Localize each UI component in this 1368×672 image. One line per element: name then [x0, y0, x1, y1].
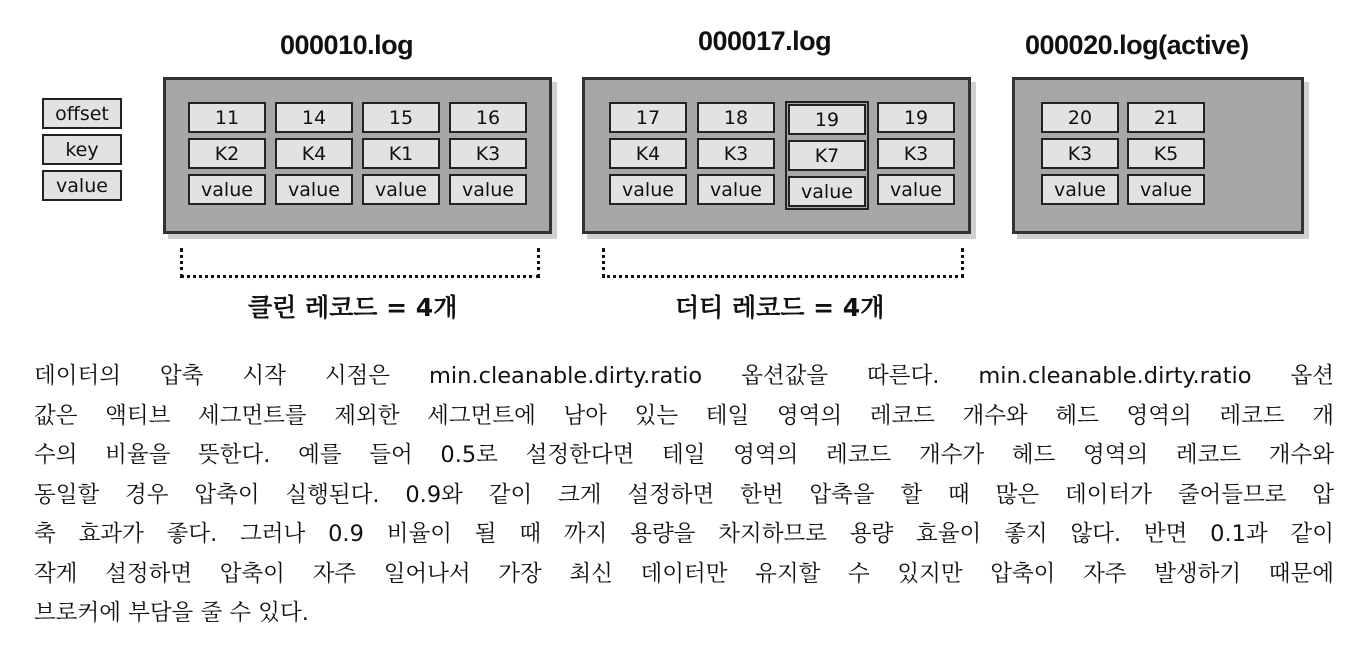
- record-key: K7: [788, 140, 866, 171]
- record: [697, 102, 775, 205]
- record-offset: 15: [362, 102, 440, 133]
- record-key: K4: [275, 138, 353, 169]
- record-value: value: [1127, 174, 1205, 205]
- record-offset: 19: [877, 102, 955, 133]
- record-offset: 11: [188, 102, 266, 133]
- record-value: value: [1041, 174, 1119, 205]
- paragraph-line: 작게 설정하면 압축이 자주 일어나서 가장 최신 데이터만 유지할 수 있지만 압축이 자주 발생하기 때문에: [34, 560, 1334, 587]
- legend-value: value: [42, 170, 122, 201]
- record-value: value: [788, 176, 866, 207]
- record-key: K3: [1041, 138, 1119, 169]
- record-value: value: [609, 174, 687, 205]
- record-offset: 16: [449, 102, 527, 133]
- segment-title-2: 000017.log: [698, 26, 832, 56]
- record-key: K1: [362, 138, 440, 169]
- record-highlighted: [788, 104, 866, 207]
- clean-records-label: 클린 레코드 = 4개: [248, 293, 458, 322]
- record-value: value: [697, 174, 775, 205]
- segment-box-000017: [582, 77, 971, 234]
- record-offset: 18: [697, 102, 775, 133]
- record: [449, 102, 527, 205]
- description-paragraph: [34, 357, 1334, 634]
- record-offset: 17: [609, 102, 687, 133]
- record: [609, 102, 687, 205]
- record-offset: 14: [275, 102, 353, 133]
- record-value: value: [362, 174, 440, 205]
- record-value: value: [449, 174, 527, 205]
- paragraph-line: 축 효과가 좋다. 그러나 0.9 비율이 될 때 까지 용량을 차지하므로 용량 효율이 좋지 않다. 반면 0.1과 같이: [34, 521, 1334, 547]
- record: [362, 102, 440, 205]
- record-offset: 19: [788, 104, 866, 135]
- segment-title-1: 000010.log: [280, 30, 414, 60]
- record-offset: 21: [1127, 102, 1205, 133]
- paragraph-line: 동일할 경우 압축이 실행된다. 0.9와 같이 크게 설정하면 한번 압축을 할 때 많은 데이터가 줄어들므로 압: [34, 481, 1334, 508]
- record: [1041, 102, 1119, 205]
- segment-title-3: 000020.log(active): [1025, 30, 1249, 60]
- legend-key: key: [42, 134, 122, 165]
- record: [877, 102, 955, 205]
- dirty-records-label: 더티 레코드 = 4개: [675, 293, 885, 322]
- record-value: value: [188, 174, 266, 205]
- legend-offset: offset: [42, 98, 122, 129]
- segment-box-000010: [163, 77, 552, 234]
- record-value: value: [877, 174, 955, 205]
- record-key: K3: [449, 138, 527, 169]
- record-key: K5: [1127, 138, 1205, 169]
- record-key: K3: [697, 138, 775, 169]
- dirty-records-bracket: [602, 248, 964, 278]
- paragraph-line: 수의 비율을 뜻한다. 예를 들어 0.5로 설정한다면 테일 영역의 레코드 개수가 헤드 영역의 레코드 개수와: [34, 442, 1334, 468]
- paragraph-line: 브로커에 부담을 줄 수 있다.: [34, 600, 309, 626]
- record-value: value: [275, 174, 353, 205]
- record: [188, 102, 266, 205]
- record-key: K4: [609, 138, 687, 169]
- record-offset: 20: [1041, 102, 1119, 133]
- paragraph-line: 데이터의 압축 시작 시점은 min.cleanable.dirty.ratio 옵션값을 따른다. min.cleanable.dirty.ratio 옵션: [34, 363, 1334, 389]
- record-legend: [42, 98, 122, 201]
- record: [275, 102, 353, 205]
- segment-box-000020-active: [1012, 77, 1304, 234]
- record-key: K3: [877, 138, 955, 169]
- paragraph-line: 값은 액티브 세그먼트를 제외한 세그먼트에 남아 있는 테일 영역의 레코드 개수와 헤드 영역의 레코드 개: [34, 402, 1334, 429]
- clean-records-bracket: [180, 248, 540, 278]
- record: [1127, 102, 1205, 205]
- record-key: K2: [188, 138, 266, 169]
